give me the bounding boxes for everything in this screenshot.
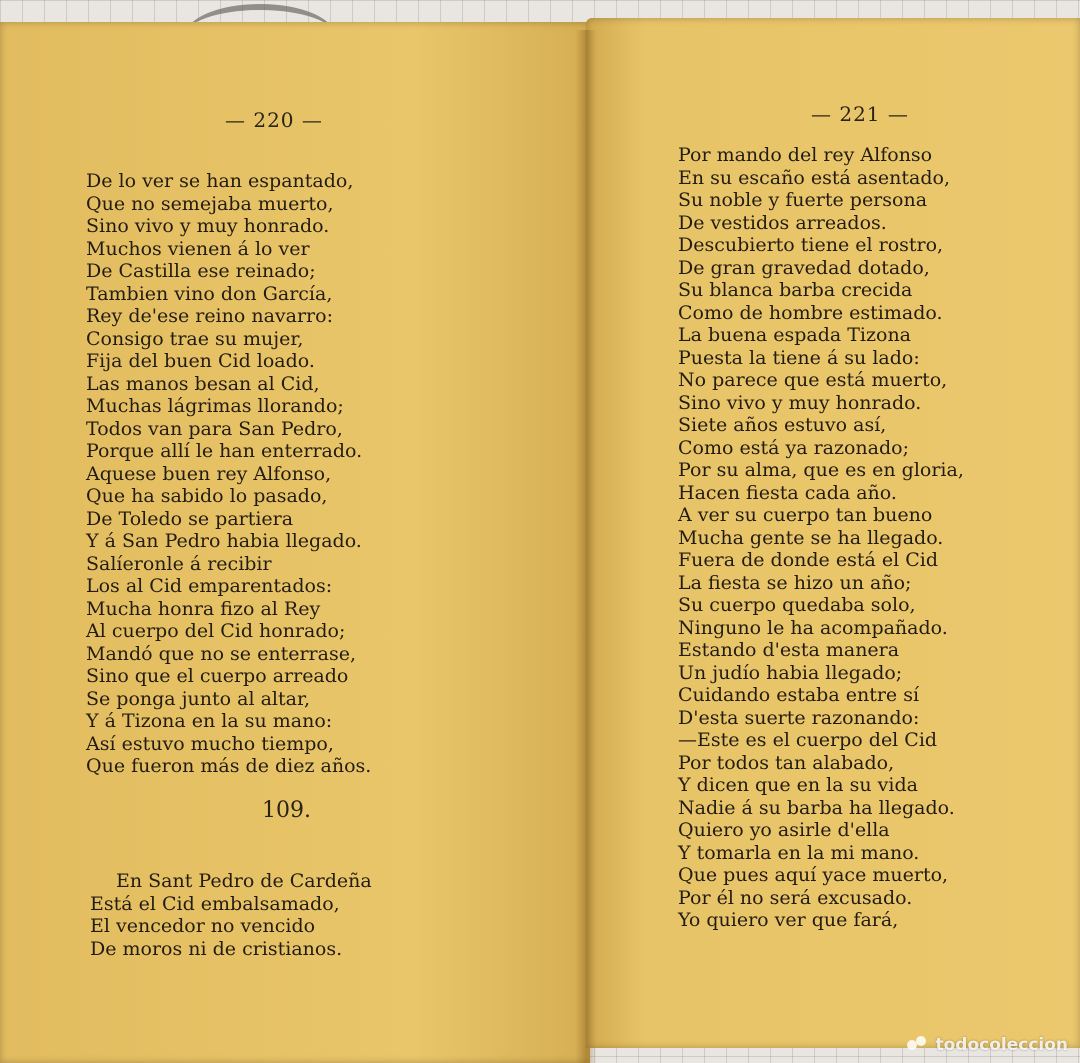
verse-line: Salíeronle á recibir (86, 552, 272, 575)
verse-line: De Toledo se partiera (86, 507, 294, 530)
verse-line: De moros ni de cristianos. (90, 937, 343, 960)
verse-line: Aquese buen rey Alfonso, (86, 462, 332, 485)
verse-line: De Castilla ese reinado; (86, 260, 316, 282)
verse-line: Estando d'esta manera (678, 639, 900, 661)
watermark-text: todocoleccion (935, 1035, 1068, 1055)
verse-line: Y á San Pedro habia llegado. (86, 530, 362, 552)
verse-line: Y tomarla en la mi mano. (678, 841, 920, 864)
verse-line: De gran gravedad dotado, (678, 256, 930, 279)
verse-line: Consigo trae su mujer, (86, 327, 304, 350)
verse-line: Siete años estuvo así, (678, 414, 887, 436)
verse-line: Que no semejaba muerto, (86, 192, 334, 215)
verse-line: No parece que está muerto, (678, 369, 948, 391)
verse-line: Fija del buen Cid loado. (86, 350, 315, 372)
verse-line: De vestidos arreados. (678, 211, 887, 234)
verse-line: Porque allí le han enterrado. (86, 440, 363, 462)
verse-line: Mandó que no se enterrase, (86, 642, 356, 665)
verse-line: A ver su cuerpo tan bueno (678, 504, 933, 526)
verse-line: Y á Tizona en la su mano: (86, 710, 333, 732)
left-verses-bottom (90, 870, 372, 960)
verse-line: Mucha gente se ha llegado. (678, 526, 944, 549)
page-number-right: — 221 — (811, 102, 909, 126)
right-page (586, 18, 1080, 1048)
verse-line: Como de hombre estimado. (678, 301, 943, 324)
verse-line: Su blanca barba crecida (678, 279, 913, 301)
todocoleccion-logo-icon (907, 1036, 929, 1054)
verse-line: Está el Cid embalsamado, (90, 892, 340, 915)
verse-line: Descubierto tiene el rostro, (678, 234, 944, 256)
verse-line: Por mando del rey Alfonso (678, 144, 933, 166)
verse-line: Nadie á su barba ha llegado. (678, 796, 955, 819)
verse-line: Todos van para San Pedro, (86, 417, 343, 440)
verse-line: La fiesta se hizo un año; (678, 571, 912, 594)
verse-line: Por su alma, que es en gloria, (678, 459, 964, 481)
verse-line: Sino vivo y muy honrado. (86, 215, 330, 237)
verse-line: Puesta la tiene á su lado: (678, 346, 920, 369)
section-number: 109. (262, 798, 311, 823)
left-verses-top (86, 170, 371, 778)
verse-line: Su noble y fuerte persona (678, 189, 928, 211)
verse-line: Que fueron más de diez años. (86, 755, 372, 777)
verse-line: Por él no será excusado. (678, 886, 913, 909)
verse-line: Las manos besan al Cid, (86, 372, 320, 395)
right-verses (678, 144, 964, 932)
verse-line: El vencedor no vencido (90, 915, 316, 937)
left-page (0, 22, 590, 1063)
verse-line: Que ha sabido lo pasado, (86, 485, 328, 507)
verse-line: Yo quiero ver que fará, (678, 909, 899, 931)
verse-line: Ninguno le ha acompañado. (678, 616, 948, 639)
verse-line: La buena espada Tizona (678, 324, 912, 346)
verse-line: Quiero yo asirle d'ella (678, 819, 890, 841)
verse-line: En su escaño está asentado, (678, 166, 951, 189)
verse-line: Que pues aquí yace muerto, (678, 864, 949, 886)
verse-line: En Sant Pedro de Cardeña (116, 870, 372, 892)
page-number-left: — 220 — (225, 108, 323, 132)
verse-line: Los al Cid emparentados: (86, 575, 333, 597)
verse-line: Un judío habia llegado; (678, 661, 903, 684)
verse-line: Sino vivo y muy honrado. (678, 391, 922, 414)
verse-line: Cuidando estaba entre sí (678, 684, 920, 706)
verse-line: Muchas lágrimas llorando; (86, 395, 344, 417)
watermark (907, 1035, 1068, 1055)
verse-line: Y dicen que en la su vida (678, 774, 918, 796)
verse-line: Mucha honra fizo al Rey (86, 597, 321, 620)
verse-line: Como está ya razonado; (678, 436, 909, 459)
verse-line: Tambien vino don García, (86, 282, 333, 305)
verse-line: Por todos tan alabado, (678, 751, 895, 774)
verse-line: —Este es el cuerpo del Cid (678, 729, 938, 751)
verse-line: De lo ver se han espantado, (86, 170, 354, 192)
book-gutter (575, 30, 597, 1063)
verse-line: Rey de'ese reino navarro: (86, 305, 333, 327)
verse-line: Hacen fiesta cada año. (678, 481, 897, 504)
verse-line: Su cuerpo quedaba solo, (678, 594, 916, 616)
verse-line: Se ponga junto al altar, (86, 687, 310, 710)
verse-line: Muchos vienen á lo ver (86, 237, 310, 260)
verse-line: Al cuerpo del Cid honrado; (86, 620, 346, 642)
verse-line: Así estuvo mucho tiempo, (86, 732, 334, 755)
verse-line: Fuera de donde está el Cid (678, 549, 938, 571)
verse-line: D'esta suerte razonando: (678, 706, 920, 729)
verse-line: Sino que el cuerpo arreado (86, 665, 349, 687)
